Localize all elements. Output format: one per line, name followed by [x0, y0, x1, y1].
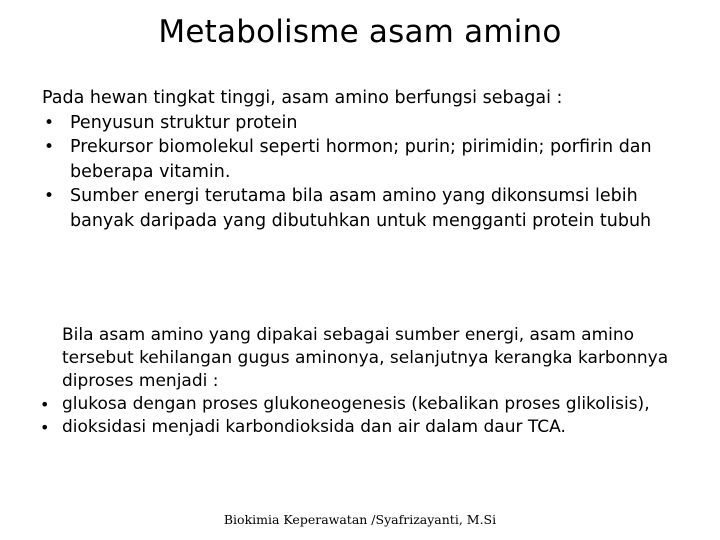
list-item	[42, 135, 702, 184]
bullet-icon: •	[44, 112, 55, 133]
list-item	[42, 111, 702, 136]
bullet-icon: •	[40, 418, 50, 437]
functions-section	[42, 86, 702, 233]
list-item-text: Penyusun struktur protein	[70, 112, 298, 133]
energy-list	[40, 393, 680, 439]
bullet-icon: •	[44, 186, 55, 206]
list-item	[40, 416, 680, 439]
list-item-text: glukosa dengan proses glukoneogenesis (kebalikan proses glikolisis),	[62, 394, 650, 414]
list-item	[40, 393, 680, 416]
list-item-text: Prekursor biomolekul seperti hormon; purin; pirimidin; porfirin dan beberapa vitamin.	[70, 137, 652, 182]
energy-intro: Bila asam amino yang dipakai sebagai sumber energi, asam amino tersebut kehilangan gugus aminonya, selanjutnya kerangka karbonnya diproses menjadi :	[62, 325, 669, 391]
functions-list	[42, 111, 702, 234]
functions-intro: Pada hewan tingkat tinggi, asam amino berfungsi sebagai :	[42, 88, 563, 108]
energy-section	[40, 324, 680, 439]
list-item-text: dioksidasi menjadi karbondioksida dan air dalam daur TCA.	[62, 417, 566, 437]
slide-footer: Biokimia Keperawatan /Syafrizayanti, M.Si	[223, 512, 497, 527]
list-item-text: Sumber energi terutama bila asam amino yang dikonsumsi lebih banyak daripada yang dibutuhkan untuk mengganti protein tubuh	[70, 186, 652, 231]
list-item	[42, 184, 702, 233]
bullet-icon: •	[40, 395, 50, 414]
slide-title: Metabolisme asam amino	[158, 14, 562, 50]
bullet-icon: •	[44, 137, 55, 157]
